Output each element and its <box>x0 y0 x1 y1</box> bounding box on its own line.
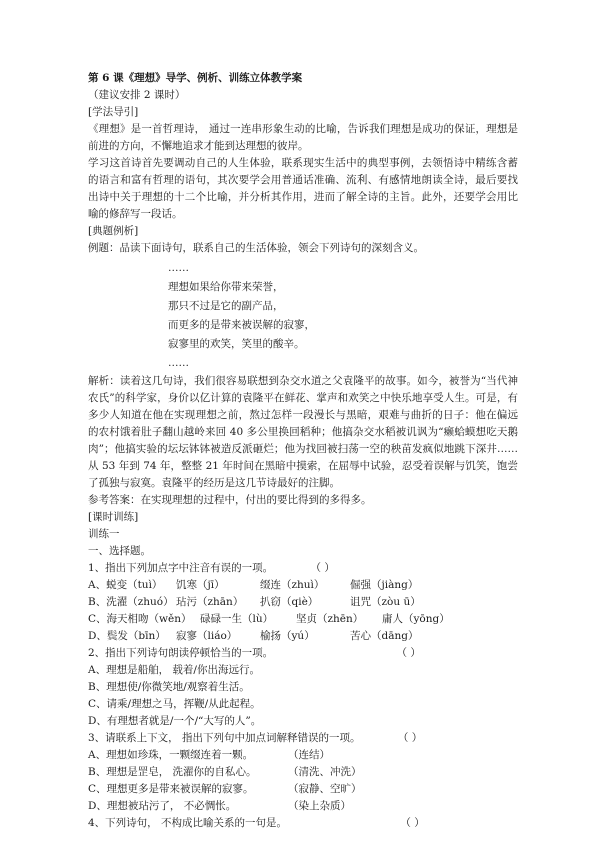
option-cell: 缀连（zhuì） <box>260 579 325 591</box>
option-cell: D、理想被玷污了， 不必惆怅。 <box>88 800 237 812</box>
poem-line: …… <box>168 262 189 274</box>
example-question: 例题：品读下面诗句，联系自己的生活体验，领会下列诗句的深刻含义。 <box>88 242 424 254</box>
option-cell: （寂静、空旷） <box>288 783 362 795</box>
answer-bracket: （ ） <box>310 562 335 574</box>
example-header: [典题例析] <box>88 225 139 237</box>
option-cell: 坚贞（zhēn） <box>296 613 364 625</box>
option-row: D、有理想者就是/一个/“大写的人”。 <box>88 715 262 727</box>
option-cell: C、海天相吻（wěn） <box>88 613 192 625</box>
option-row: C、请乘/理想之马，挥鞭/从此起程。 <box>88 698 261 710</box>
option-cell: B、理想是罡皂， 洗濯你的自私心。 <box>88 766 257 778</box>
option-cell: C、理想更多是带来被误解的寂寥。 <box>88 783 254 795</box>
option-row: B、理想使/你微笑地/观察着生活。 <box>88 681 250 693</box>
hours-note: （建议安排 2 课时） <box>88 89 186 101</box>
option-cell: （染上杂质） <box>288 800 351 812</box>
question-2 <box>88 645 518 662</box>
option-row <box>88 628 518 645</box>
option-row <box>88 781 518 798</box>
option-row: A、理想是船舶， 载着/你出海远行。 <box>88 664 260 676</box>
option-row <box>88 798 518 815</box>
option-row <box>88 594 518 611</box>
question-3 <box>88 730 518 747</box>
poem-line: …… <box>168 357 189 369</box>
option-cell: B、洗濯（zhuó） <box>88 596 174 608</box>
question-1-options <box>88 577 518 645</box>
option-cell: 饥寒（jī） <box>176 579 225 591</box>
option-cell: 碌碌一生（lù） <box>200 613 274 625</box>
question-3-text: 3、请联系上下文， 指出下列句中加点词解释错误的一项。 <box>88 732 361 744</box>
poem-line: 而更多的是带来被误解的寂寥， <box>168 319 315 331</box>
guide-header: [学法导引] <box>88 106 139 118</box>
answer-bracket: （ ） <box>400 817 425 829</box>
option-cell: 诅咒（zòu ū） <box>350 596 421 608</box>
question-4-text: 4、下列诗句， 不构成比喻关系的一句是。 <box>88 817 288 829</box>
option-cell: （连结） <box>288 749 330 761</box>
lesson-title: 第 6 课《理想》导学、例析、训练立体教学案 <box>88 72 303 84</box>
option-row <box>88 577 518 594</box>
answer-bracket: （ ） <box>397 732 423 744</box>
option-cell: 扒窃（qiè） <box>260 596 319 608</box>
document-body <box>88 70 518 832</box>
option-row <box>88 764 518 781</box>
guide-paragraph-1: 《理想》是一首哲理诗， 通过一连串形象生动的比喻，告诉我们理想是成功的保证，理想是前进的方向，不懈地追求才能到达理想的彼岸。 <box>88 123 518 152</box>
drill-subtitle: 训练一 <box>88 528 120 540</box>
answer-bracket: （ ） <box>396 647 421 659</box>
option-cell: 寂寥（liáo） <box>176 630 238 642</box>
option-cell: 玷污（zhān） <box>176 596 244 608</box>
option-cell: D、鬓发（bīn） <box>88 630 166 642</box>
analysis-paragraph: 解析：读着这几句诗，我们很容易联想到杂交水道之父袁隆平的故事。如今，被誉为“当代神农氏”的科学家，身价以亿计算的袁隆平在鲜花、掌声和欢笑之中快乐地享受人生。可是，有多少人知道在他在实现理想之前，熬过怎样一段漫长与黑暗，艰难与曲折的日子：他在偏远的农村饿着肚子翻山越岭来回 40 多公里换回稻种；他搞杂交水稻被讥讽为“癞蛤蟆想吃天鹅肉”；他搞实验的坛坛钵钵被造反派砸烂；他为找回被扫荡一空的秧苗发疯似地跳下深井……从 53 年到 74 年，整整 21 年时间在黑暗中摸索，在屈辱中试验，忍受着误解与饥笑，饱尝了孤独与寂寞。袁隆平的经历是这几节诗最好的注脚。 <box>88 375 518 489</box>
option-row <box>88 611 518 628</box>
option-cell: A、蜕变（tuì） <box>88 579 163 591</box>
option-cell: 榆扬（yú） <box>260 630 315 642</box>
option-cell: 苦心（dāng） <box>350 630 419 642</box>
drill-header: [课时训练] <box>88 511 139 523</box>
question-4 <box>88 815 518 832</box>
question-1-text: 1、指出下列加点字中注音有误的一项。 <box>88 562 274 574</box>
option-cell: （清洗、冲洗） <box>288 766 362 778</box>
option-row <box>88 747 518 764</box>
poem-line: 那只不过是它的副产品， <box>168 300 284 312</box>
question-2-text: 2、指出下列诗句朗读停顿恰当的一项。 <box>88 647 274 659</box>
option-cell: 倔强（jiàng） <box>350 579 419 591</box>
poem-line: 理想如果给你带来荣誉， <box>168 281 284 293</box>
guide-paragraph-2: 学习这首诗首先要调动自己的人生体验，联系现实生活中的典型事例，去领悟诗中精练含蓄的语言和富有哲理的语句，其次要学会用普通话准确、流利、有感情地朗读全诗，最后要找出诗中关于理想的十二个比喻，并分析其作用，进而了解全诗的主旨。此外，还要学会用比喻的修辞写一段话。 <box>88 157 518 220</box>
option-cell: 庸人（yōng） <box>382 613 450 625</box>
poem-line: 寂寥里的欢笑，笑里的酸辛。 <box>168 338 305 350</box>
option-cell: A、理想如珍珠，一颗缀连着一颗。 <box>88 749 254 761</box>
reference-answer: 参考答案：在实现理想的过程中，付出的要比得到的多得多。 <box>88 494 372 506</box>
section-heading: 一、选择题。 <box>88 545 151 557</box>
poem-excerpt <box>88 259 518 373</box>
question-1 <box>88 560 518 577</box>
